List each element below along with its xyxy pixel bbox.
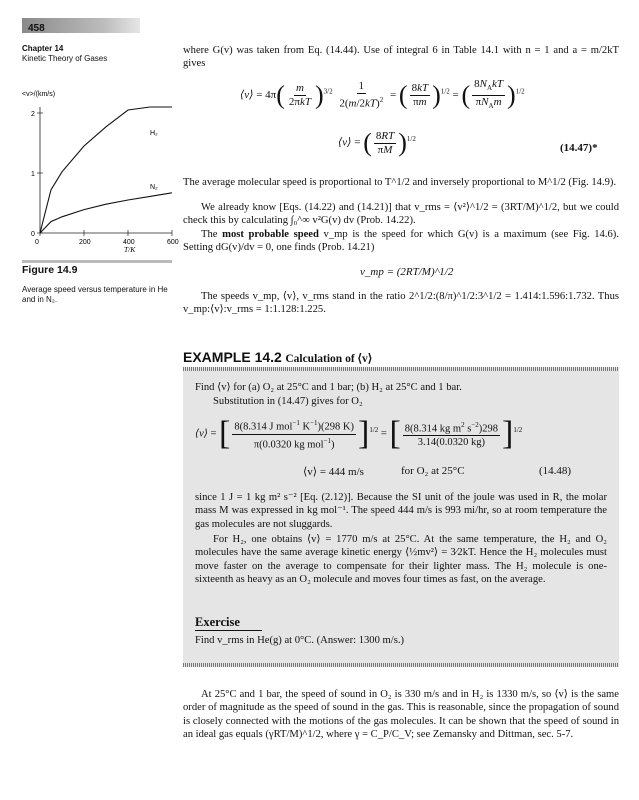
mp-text: v_mp is the speed for which G(v) is a maximum (see Fig. 14.6). Setting dG(v)/dv = 0, one finds (Prob. 14.21) — [183, 229, 619, 254]
example-box — [183, 367, 619, 667]
example-title: Calculation of ⟨v⟩ — [285, 353, 373, 365]
example-paragraph-1: since 1 J = 1 kg m² s⁻² [Eq. (2.12)]. Because the SI unit of the joule was used in R, the molar mass M was expressed in kg mol⁻¹. The speed 444 m/s is 993 mi/hr, so at room temperature the gas molecules are not sluggards. — [195, 492, 607, 530]
curve-label-h2: H₂ — [150, 130, 158, 137]
equation-number-14-48: (14.48) — [539, 465, 572, 477]
equation-vmp: v_mp = (2RT/M)^1/2 — [360, 266, 454, 278]
x-tick-label: 400 — [123, 239, 135, 246]
chapter-label: Chapter 14 — [22, 44, 64, 53]
paragraph-most-probable — [183, 228, 619, 255]
example-question: Find ⟨v⟩ for (a) O₂ at 25°C and 1 bar; (b) H₂ at 25°C and 1 bar. — [195, 382, 462, 393]
curve-label-n2: N₂ — [150, 184, 158, 191]
closing-paragraph: At 25°C and 1 bar, the speed of sound in O₂ is 330 m/s and in H₂ is 1330 m/s, so ⟨v⟩ is the same order of magnitude as the speed of sound in the gas. This is reasonable, since the propagation of sound is closely connected with the motions of the gas molecules. It can be shown that the speed of sound in an ideal gas equals (γRT/M)^1/2, where γ = C_P/C_V; see Zemansky and Dittman, sec. 5-7. — [183, 689, 619, 741]
equation-number-14-47: (14.47)* — [560, 142, 598, 154]
equation-mean-speed-derivation: ⟨v⟩ = 4π( $\frac{m}{\text{2πkT}}$ )$^{3/2}$ $\frac{1}{2(m/2kT)^2}$ = ( $\frac{8kT}{\pi m}$ )$^{1/2}$ = ( $\frac{8N_AkT}{\pi N_Am}$ )$^{1/2}$ — [240, 78, 525, 111]
figure-title: Figure 14.9 — [22, 264, 78, 276]
paragraph-proportional: The average molecular speed is proportional to T^1/2 and inversely proportional to M^1/2 (Fig. 14.9). — [183, 177, 617, 188]
example-paragraph-2: For H₂, one obtains ⟨v⟩ = 1770 m/s at 25°C. At the same temperature, the H₂ and O₂ molecules have the same average kinetic energy ⟨½mv²⟩ = 3⁄2kT. Hence the H₂ molecules must move faster on the average to compensate for their lighter mass. The H₂ molecule is one-sixteenth as heavy as an O₂ molecule and moves four times as fast, on the average. — [195, 534, 607, 586]
x-tick-label: 600 — [167, 239, 179, 246]
example-top-rule — [183, 367, 619, 371]
example-result-condition: for O₂ at 25°C — [401, 465, 465, 477]
chapter-title: Kinetic Theory of Gases — [22, 54, 108, 63]
example-calculation: ⟨v⟩ = [ $\frac{8(8.314 J mol^{-1} K^{-1})(298 K)}{\pi(0.0320 kg mol^{-1})}$ ]$^{1/2}$ = [ $\frac{8(8.314 kg m^2 s^{-2})298}{3.14(0.0320 kg)}$ ]$^{1/2}$ — [195, 415, 523, 452]
figure-rule — [22, 260, 172, 263]
example-heading — [183, 349, 372, 367]
example-label: EXAMPLE 14.2 — [183, 349, 282, 365]
mp-intro: The — [201, 229, 218, 240]
example-substitution: Substitution in (14.47) gives for O₂ — [213, 396, 363, 407]
example-result: ⟨v⟩ = 444 m/s — [303, 466, 364, 478]
exercise-heading: Exercise — [195, 615, 262, 631]
page-number-bar — [22, 18, 140, 33]
y-axis-label: <v>/(km/s) — [22, 91, 56, 98]
sidebar-chapter — [22, 44, 107, 64]
example-bottom-rule — [183, 663, 619, 667]
paragraph-vrms: We already know [Eqs. (14.22) and (14.21)] that v_rms = ⟨v²⟩^1/2 = (3RT/M)^1/2, but we could check this by calculating ∫₀^∞ v²G(v) dv (Prob. 14.22). — [183, 202, 619, 227]
intro-paragraph: where G(v) was taken from Eq. (14.44). Use of integral 6 in Table 14.1 with n = 1 and a = m/2kT gives — [183, 45, 619, 70]
exercise-text: Find v_rms in He(g) at 0°C. (Answer: 1300 m/s.) — [195, 635, 405, 646]
page-number: 458 — [28, 23, 45, 34]
y-tick-label: 2 — [31, 111, 35, 118]
equation-14-47: ⟨v⟩ = ( $\frac{8RT}{\pi M}$ )$^{1/2}$ — [338, 128, 416, 157]
paragraph-ratio: The speeds v_mp, ⟨v⟩, v_rms stand in the ratio 2^1/2:(8/π)^1/2:3^1/2 = 1.414:1.596:1.732. Thus v_mp:⟨v⟩:v_rms = 1:1.128:1.225. — [183, 291, 619, 316]
series-line-n2 — [40, 193, 172, 233]
figure-chart — [22, 85, 177, 255]
x-axis-label: T/K — [124, 245, 136, 254]
y-tick-label: 0 — [31, 231, 35, 238]
mp-term: most probable speed — [222, 229, 319, 240]
figure-caption: Average speed versus temperature in He and in N₂. — [22, 285, 168, 304]
x-tick-label: 0 — [35, 239, 39, 246]
y-tick-label: 1 — [31, 171, 35, 178]
series-line-h2 — [40, 107, 172, 233]
x-tick-label: 200 — [79, 239, 91, 246]
